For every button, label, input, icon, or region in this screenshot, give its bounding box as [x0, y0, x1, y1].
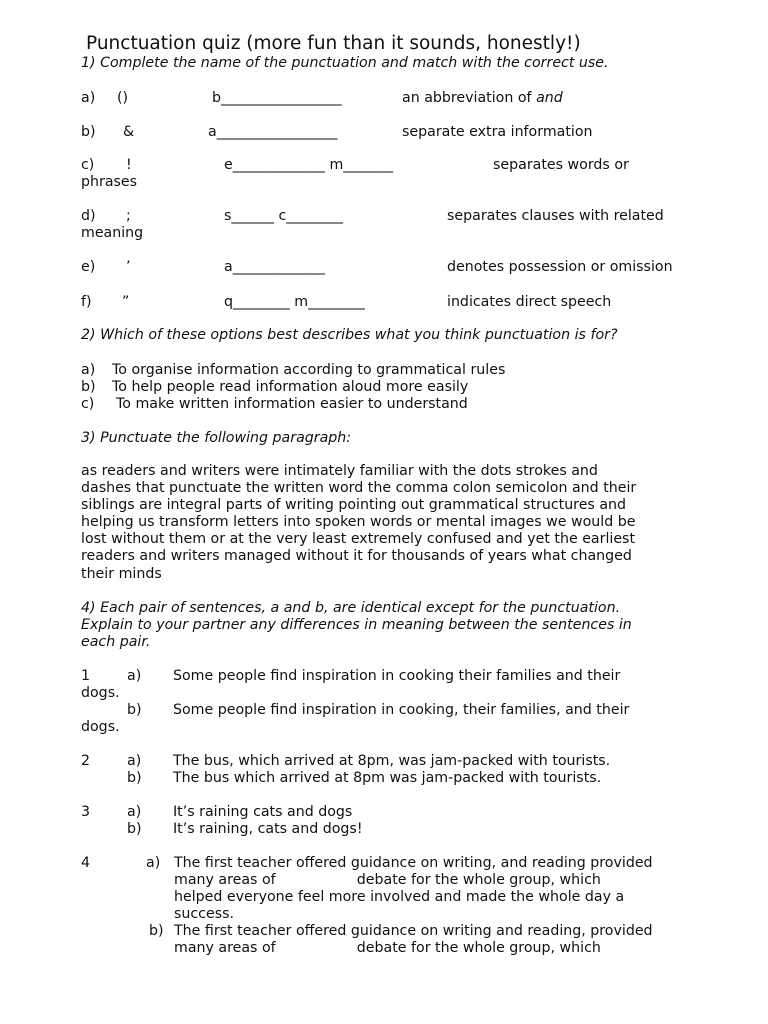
- q2-option-text: To help people read information aloud more easily: [112, 379, 469, 395]
- q1-row-use: separates words or: [493, 157, 629, 173]
- question-4-prompt-line: Explain to your partner any differences in meaning between the sentences in: [81, 617, 632, 633]
- q1-row-symbol: (): [117, 90, 129, 106]
- q1-row-use: [402, 90, 563, 107]
- pair-b-label: b): [149, 923, 164, 939]
- q1-row-name-blank: a_____________: [224, 259, 325, 275]
- q2-option-text: To make written information easier to understand: [116, 396, 468, 412]
- q1-row-letter: e): [81, 259, 96, 275]
- q1-row-name-blank: s______ c________: [224, 208, 344, 224]
- q1-row-use: denotes possession or omission: [447, 259, 673, 275]
- q1-row-name-blank: b_________________: [212, 90, 342, 106]
- pair-number: 1: [81, 668, 91, 684]
- q2-option-letter: b): [81, 379, 96, 395]
- q2-option-letter: a): [81, 362, 96, 378]
- q1-row-use-text: an abbreviation of: [402, 90, 537, 106]
- q1-row-letter: f): [81, 294, 92, 310]
- paragraph-line: as readers and writers were intimately familiar with the dots strokes and: [81, 463, 598, 479]
- q1-row-letter: b): [81, 124, 96, 140]
- q1-row-letter: a): [81, 90, 96, 106]
- pair-a-sentence-line: The first teacher offered guidance on writing, and reading provided: [174, 855, 653, 871]
- q1-row-use-continued: meaning: [81, 225, 144, 241]
- pair-a-sentence-continued: dogs.: [81, 685, 120, 701]
- paragraph-line: readers and writers managed without it for thousands of years what changed: [81, 548, 632, 564]
- pair-a-sentence-line: helped everyone feel more involved and made the whole day a: [174, 889, 625, 905]
- q1-row-name-blank: q________ m________: [224, 294, 365, 310]
- pair-b-label: b): [127, 821, 142, 837]
- q1-row-letter: c): [81, 157, 95, 173]
- pair-number: 3: [81, 804, 91, 820]
- pair-a-label: a): [127, 804, 142, 820]
- q1-row-use: separate extra information: [402, 124, 593, 140]
- pair-b-sentence-line: The first teacher offered guidance on writing and reading, provided: [174, 923, 653, 939]
- paragraph-line: helping us transform letters into spoken words or mental images we would be: [81, 514, 636, 530]
- question-1-prompt: 1) Complete the name of the punctuation and match with the correct use.: [81, 55, 609, 71]
- q1-row-symbol: &: [123, 124, 135, 140]
- q1-row-symbol: !: [126, 157, 132, 173]
- pair-a-sentence: The bus, which arrived at 8pm, was jam-packed with tourists.: [173, 753, 611, 769]
- pair-number: 4: [81, 855, 91, 871]
- pair-a-label: a): [146, 855, 161, 871]
- pair-a-sentence-line: success.: [174, 906, 235, 922]
- pair-a-label: a): [127, 668, 142, 684]
- q1-row-name-blank: e_____________ m_______: [224, 157, 393, 173]
- question-4-prompt-line: 4) Each pair of sentences, a and b, are identical except for the punctuation.: [81, 600, 621, 616]
- q1-row-letter: d): [81, 208, 96, 224]
- q1-row-use-continued: phrases: [81, 174, 138, 190]
- paragraph-line: dashes that punctuate the written word the comma colon semicolon and their: [81, 480, 637, 496]
- paragraph-line: siblings are integral parts of writing pointing out grammatical structures and: [81, 497, 627, 513]
- question-4-prompt-line: each pair.: [81, 634, 151, 650]
- q1-row-use: indicates direct speech: [447, 294, 612, 310]
- pair-b-sentence: The bus which arrived at 8pm was jam-packed with tourists.: [173, 770, 602, 786]
- pair-b-label: b): [127, 770, 142, 786]
- pair-b-label: b): [127, 702, 142, 718]
- question-2-prompt: 2) Which of these options best describes what you think punctuation is for?: [81, 327, 618, 343]
- pair-number: 2: [81, 753, 91, 769]
- pair-b-sentence: It’s raining, cats and dogs!: [173, 821, 363, 837]
- pair-a-sentence: Some people find inspiration in cooking their families and their: [173, 668, 621, 684]
- pair-a-sentence-line: many areas of debate for the whole group, which: [174, 872, 601, 888]
- paragraph-line: their minds: [81, 566, 162, 582]
- q1-row-symbol: ;: [126, 208, 131, 224]
- q1-row-symbol: ’: [126, 259, 131, 275]
- q1-row-use-emphasis: and: [536, 90, 563, 106]
- q2-option-text: To organise information according to grammatical rules: [112, 362, 506, 378]
- q1-row-name-blank: a_________________: [208, 124, 338, 140]
- pair-a-label: a): [127, 753, 142, 769]
- q1-row-symbol: ”: [122, 294, 130, 310]
- q2-option-letter: c): [81, 396, 95, 412]
- pair-b-sentence-continued: dogs.: [81, 719, 120, 735]
- pair-b-sentence: Some people find inspiration in cooking, their families, and their: [173, 702, 630, 718]
- page-title: Punctuation quiz (more fun than it sounds, honestly!): [86, 33, 581, 54]
- pair-a-sentence: It’s raining cats and dogs: [173, 804, 353, 820]
- question-3-prompt: 3) Punctuate the following paragraph:: [81, 430, 352, 446]
- q1-row-use: separates clauses with related: [447, 208, 664, 224]
- paragraph-line: lost without them or at the very least extremely confused and yet the earliest: [81, 531, 636, 547]
- pair-b-sentence-line: many areas of debate for the whole group, which: [174, 940, 601, 956]
